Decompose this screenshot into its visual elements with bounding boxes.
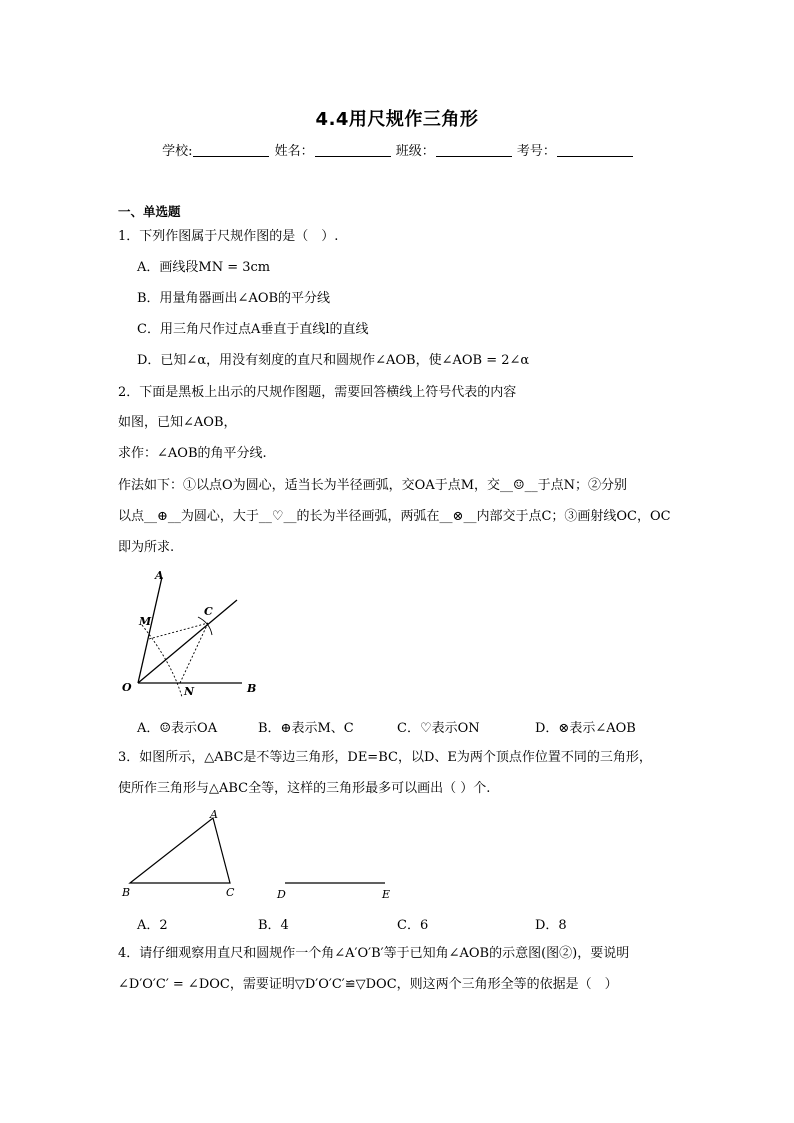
- segment-nc: [180, 623, 208, 683]
- q4-stem-line-2: ∠D′O′C′ = ∠DOC，需要证明▽D′O′C′≌▽DOC，则这两个三角形全等的依据是（ ）: [118, 977, 618, 992]
- q2-method-line-3: 即为所求.: [118, 540, 175, 555]
- q1-option-a: A．画线段MN = 3cm: [137, 260, 271, 275]
- q4-stem-line-1: 4．请仔细观察用直尺和圆规作一个角∠A′O′B′等于已知角∠AOB的示意图(图②)，要说明: [118, 946, 630, 961]
- q3-stem-line-2: 使所作三角形与△ABC全等，这样的三角形最多可以画出（ ）个.: [118, 781, 491, 796]
- label-c: C: [226, 886, 235, 899]
- q3-option-b: B．4: [258, 918, 289, 933]
- label-o: O: [122, 681, 132, 694]
- q3-triangle-figure: [115, 805, 405, 905]
- q2-option-b: B．⊕表示M、C: [258, 721, 354, 736]
- q2-angle-bisector-figure: [112, 565, 272, 700]
- ray-oc: [138, 600, 237, 683]
- q2-option-a: A．☺表示OA: [137, 721, 218, 736]
- exam-number-field[interactable]: [557, 142, 633, 157]
- class-label: 班级：: [395, 144, 435, 159]
- q3-option-c: C．6: [397, 918, 429, 933]
- name-label: 姓名：: [274, 144, 314, 159]
- label-d: D: [277, 888, 286, 901]
- q2-method-line-2: 以点__⊕__为圆心，大于__♡__的长为半径画弧，两弧在__⊗__内部交于点C；③画射线OC，OC: [118, 509, 671, 524]
- document-title: 4.4用尺规作三角形: [315, 109, 479, 130]
- label-b: B: [122, 886, 131, 899]
- school-label: 学校:: [162, 144, 193, 159]
- label-e: E: [382, 888, 391, 901]
- school-field[interactable]: [193, 142, 269, 157]
- q2-stem: 2．下面是黑板上出示的尺规作图题，需要回答横线上符号代表的内容: [118, 385, 517, 400]
- q2-task: 求作：∠AOB的角平分线.: [118, 446, 267, 461]
- label-a: A: [155, 569, 164, 582]
- q2-option-d: D．⊗表示∠AOB: [535, 721, 636, 736]
- q2-method-line-1: 作法如下：①以点O为圆心，适当长为半径画弧，交OA于点M，交__☺__于点N；②分别: [118, 478, 628, 493]
- q1-option-d: D．已知∠α，用没有刻度的直尺和圆规作∠AOB，使∠AOB = 2∠α: [137, 353, 530, 368]
- q3-option-d: D．8: [535, 918, 567, 933]
- label-m: M: [139, 615, 152, 628]
- label-n: N: [184, 685, 195, 698]
- q2-option-c: C．♡表示ON: [397, 721, 480, 736]
- q1-stem: 1．下列作图属于尺规作图的是（ ）.: [118, 229, 339, 244]
- ray-oa: [138, 577, 162, 683]
- q2-given: 如图，已知∠AOB，: [118, 415, 237, 430]
- section-title: 一、单选题: [118, 204, 181, 219]
- label-a: A: [210, 808, 218, 821]
- label-b: B: [247, 682, 257, 695]
- q1-option-c: C．用三角尺作过点A垂直于直线l的直线: [137, 322, 369, 337]
- label-c: C: [204, 605, 213, 618]
- name-field[interactable]: [315, 142, 391, 157]
- q3-stem-line-1: 3．如图所示，△ABC是不等边三角形，DE=BC，以D、E为两个顶点作位置不同的三角形，: [118, 750, 652, 765]
- class-field[interactable]: [436, 142, 512, 157]
- q1-option-b: B．用量角器画出∠AOB的平分线: [137, 291, 331, 306]
- student-info-line: [0, 140, 794, 159]
- q3-option-a: A．2: [137, 918, 168, 933]
- exam-number-label: 考号：: [516, 144, 556, 159]
- triangle-abc: [130, 818, 230, 883]
